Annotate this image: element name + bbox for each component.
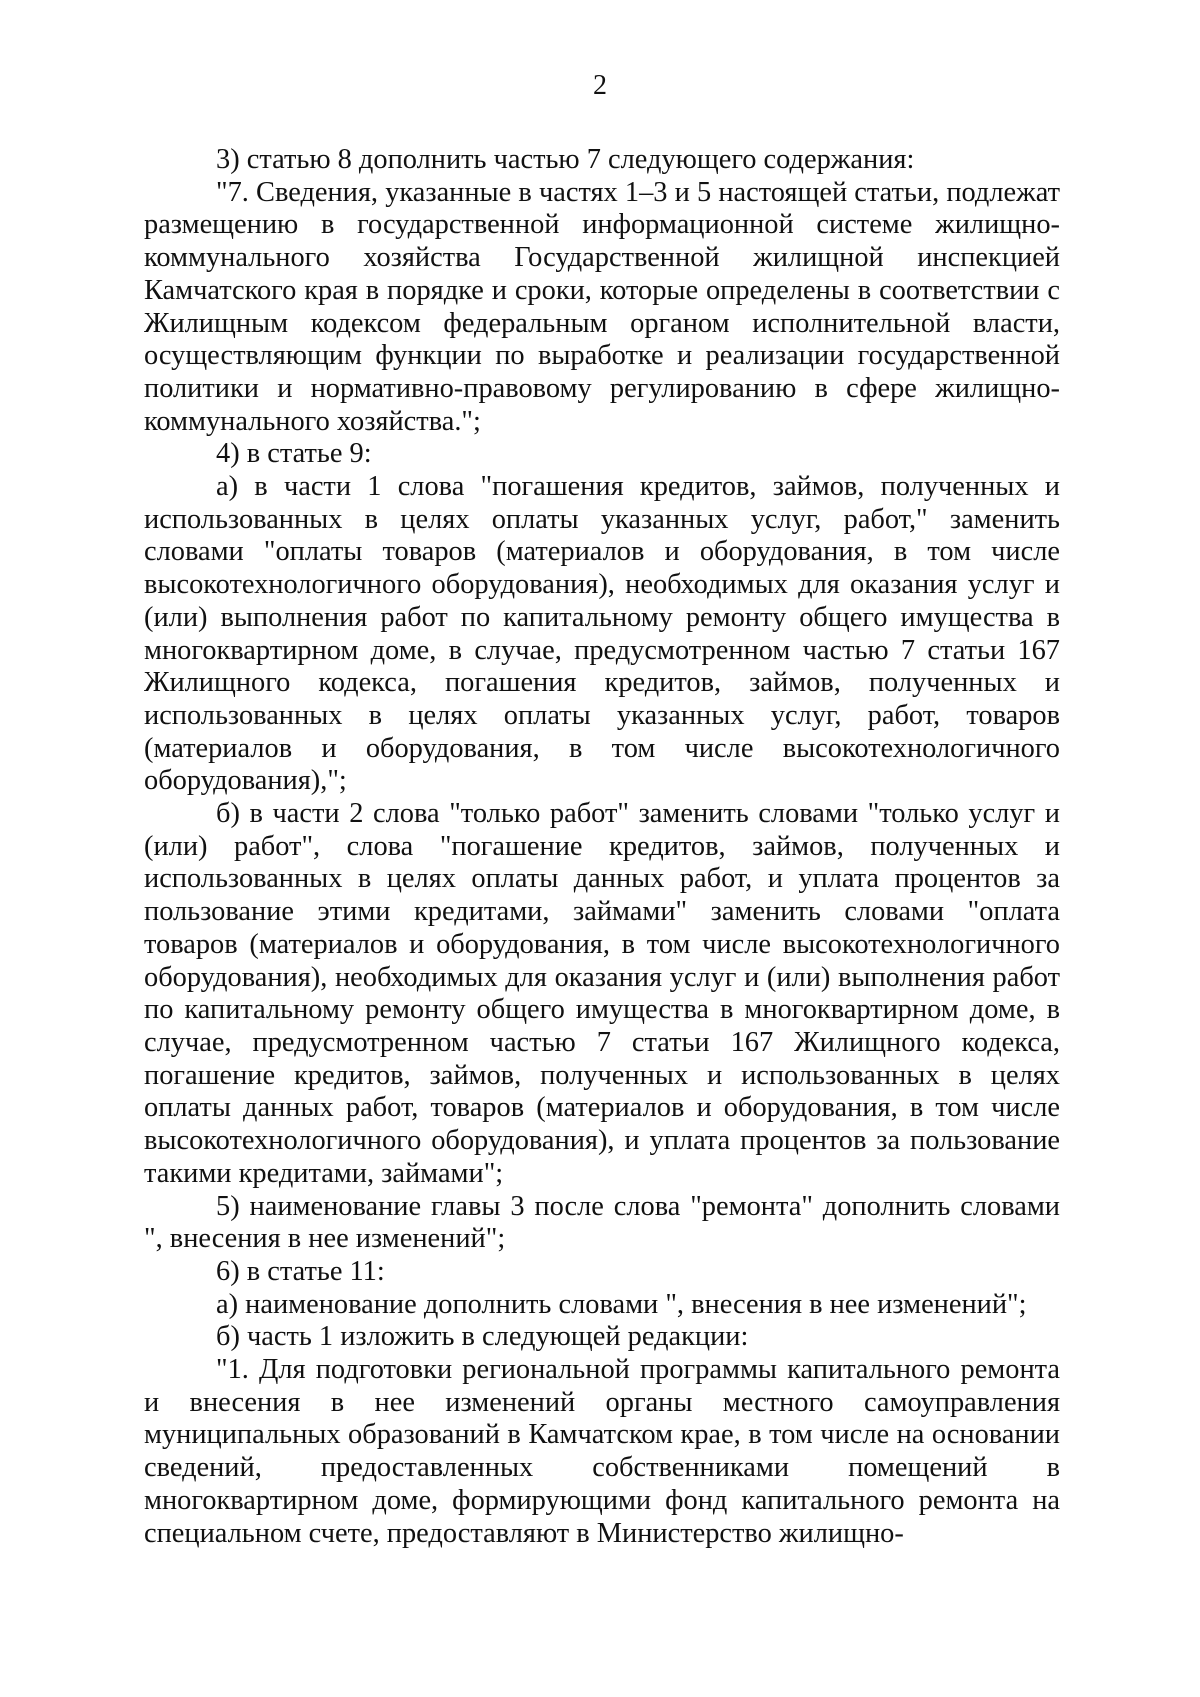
paragraph: а) наименование дополнить словами ", внесения в нее изменений"; (216, 1288, 1027, 1320)
document-body (144, 144, 1060, 1550)
paragraph: б) часть 1 изложить в следующей редакции: (216, 1321, 749, 1353)
paragraph: а) в части 1 слова "погашения кредитов, займов, полученных и использованных в целях оплаты указанных услуг, работ," заменить словами "оплаты товаров (материалов и оборудования, в том числе высокотехнологичного оборудования), необходимых для оказания услуг и (или) выполнения работ по капитальному ремонту общего имущества в многоквартирном доме, в случае, предусмотренном частью 7 статьи 167 Жилищного кодекса, погашения кредитов, займов, полученных и использованных в целях оплаты указанных услуг, работ, товаров (материалов и оборудования, в том числе высокотехнологичного оборудования),"; (144, 471, 1060, 797)
paragraph: "7. Сведения, указанные в частях 1–3 и 5 настоящей статьи, подлежат размещению в государственной информационной системе жилищно-коммунального хозяйства Государственной жилищной инспекцией Камчатского края в порядке и сроки, которые определены в соответствии с Жилищным кодексом федеральным органом исполнительной власти, осуществляющим функции по выработке и реализации государственной политики и нормативно-правовому регулированию в сфере жилищно-коммунального хозяйства."; (144, 176, 1060, 437)
paragraph: "1. Для подготовки региональной программы капитального ремонта и внесения в нее изменений органы местного самоуправления муниципальных образований в Камчатском крае, в том числе на основании сведений, предоставленных собственниками помещений в многоквартирном доме, формирующими фонд капитального ремонта на специальном счете, предоставляют в Министерство жилищно- (144, 1354, 1060, 1549)
paragraph: 4) в статье 9: (216, 438, 372, 470)
page-number: 2 (593, 70, 607, 101)
paragraph: 3) статью 8 дополнить частью 7 следующего содержания: (216, 144, 915, 175)
paragraph: 6) в статье 11: (216, 1255, 385, 1287)
paragraph: 5) наименование главы 3 после слова "ремонта" дополнить словами ", внесения в нее изменений"; (144, 1190, 1060, 1255)
paragraph: б) в части 2 слова "только работ" заменить словами "только услуг и (или) работ", слова "погашение кредитов, займов, полученных и использованных в целях оплаты данных работ, и уплата процентов за пользование этими кредитами, займами" заменить словами "оплата товаров (материалов и оборудования, в том числе высокотехнологичного оборудования), необходимых для оказания услуг и (или) выполнения работ по капитальному ремонту общего имущества в многоквартирном доме, в случае, предусмотренном частью 7 статьи 167 Жилищного кодекса, погашение кредитов, займов, полученных и использованных в целях оплаты данных работ, товаров (материалов и оборудования, в том числе высокотехнологичного оборудования), и уплата процентов за пользование такими кредитами, займами"; (144, 798, 1060, 1189)
